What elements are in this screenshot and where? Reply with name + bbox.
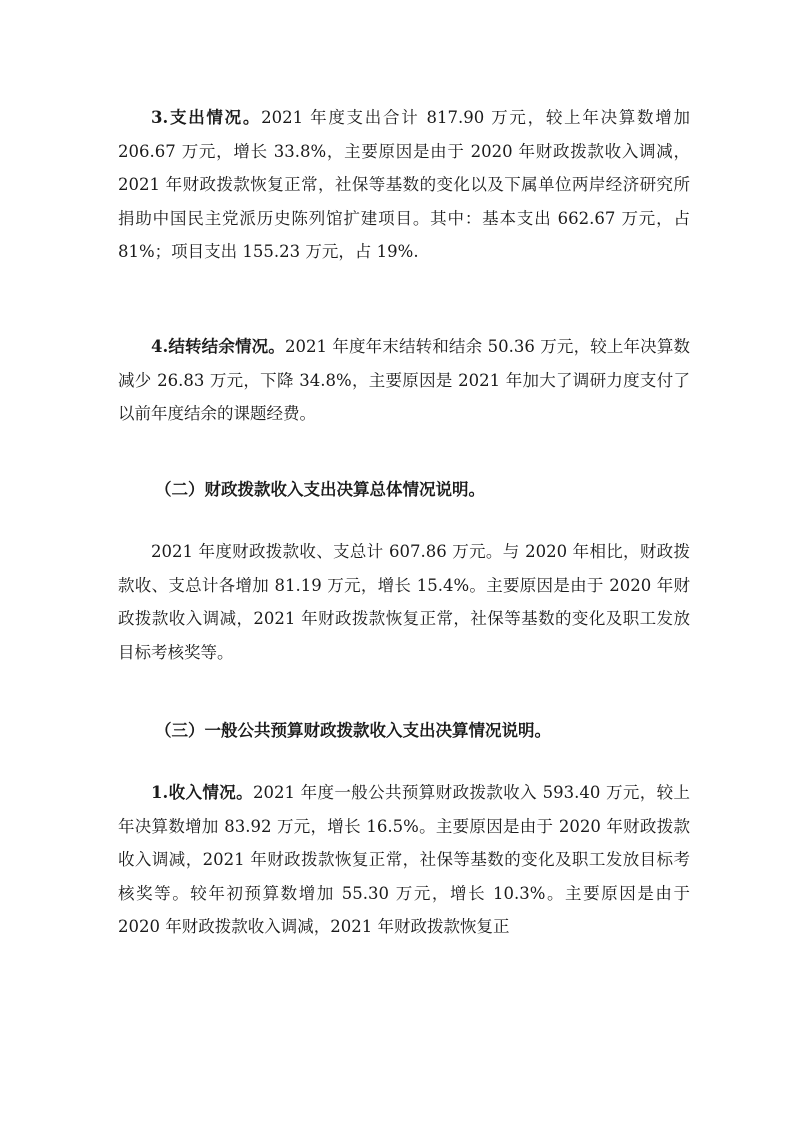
paragraph-income: [118, 776, 690, 944]
paragraph-text: 2021 年度财政拨款收、支总计 607.86 万元。与 2020 年相比，财政拨款收、支总计各增加 81.19 万元，增长 15.4%。主要原因是由于 2020 年财政拨款收入调减，2021 年财政拨款恢复正常，社保等基数的变化及职工发放目标考核奖等。: [118, 542, 690, 662]
paragraph-lead: 3.支出情况。: [151, 108, 262, 127]
paragraph-lead: 4.结转结余情况。: [151, 337, 285, 356]
section-heading-fiscal-overview: （二）财政拨款收入支出决算总体情况说明。: [155, 480, 485, 499]
section-heading-general-budget: （三）一般公共预算财政拨款收入支出决算情况说明。: [155, 721, 551, 740]
paragraph-text: 2021 年度支出合计 817.90 万元，较上年决算数增加 206.67 万元，增长 33.8%，主要原因是由于 2020 年财政拨款收入调减，2021 年财政拨款恢复正常，社保等基数的变化以及下属单位两岸经济研究所捐助中国民主党派历史陈列馆扩建项目。其中：基本支出 662.67 万元，占 81%；项目支出 155.23 万元，占 19%.: [118, 108, 690, 261]
paragraph-lead: 1.收入情况。: [151, 783, 254, 802]
paragraph-carryover: [118, 330, 690, 431]
paragraph-expenditure: [118, 101, 690, 269]
paragraph-fiscal-overview: [118, 535, 690, 669]
paragraph-text: 2021 年度年末结转和结余 50.36 万元，较上年决算数减少 26.83 万元，下降 34.8%，主要原因是 2021 年加大了调研力度支付了以前年度结余的课题经费。: [118, 337, 690, 423]
paragraph-text: 2021 年度一般公共预算财政拨款收入 593.40 万元，较上年决算数增加 83.92 万元，增长 16.5%。主要原因是由于 2020 年财政拨款收入调减，2021 年财政拨款恢复正常，社保等基数的变化及职工发放目标考核奖等。较年初预算数增加 55.30 万元，增长 10.3%。主要原因是由于 2020 年财政拨款收入调减，2021 年财政拨款恢复正: [118, 783, 690, 936]
